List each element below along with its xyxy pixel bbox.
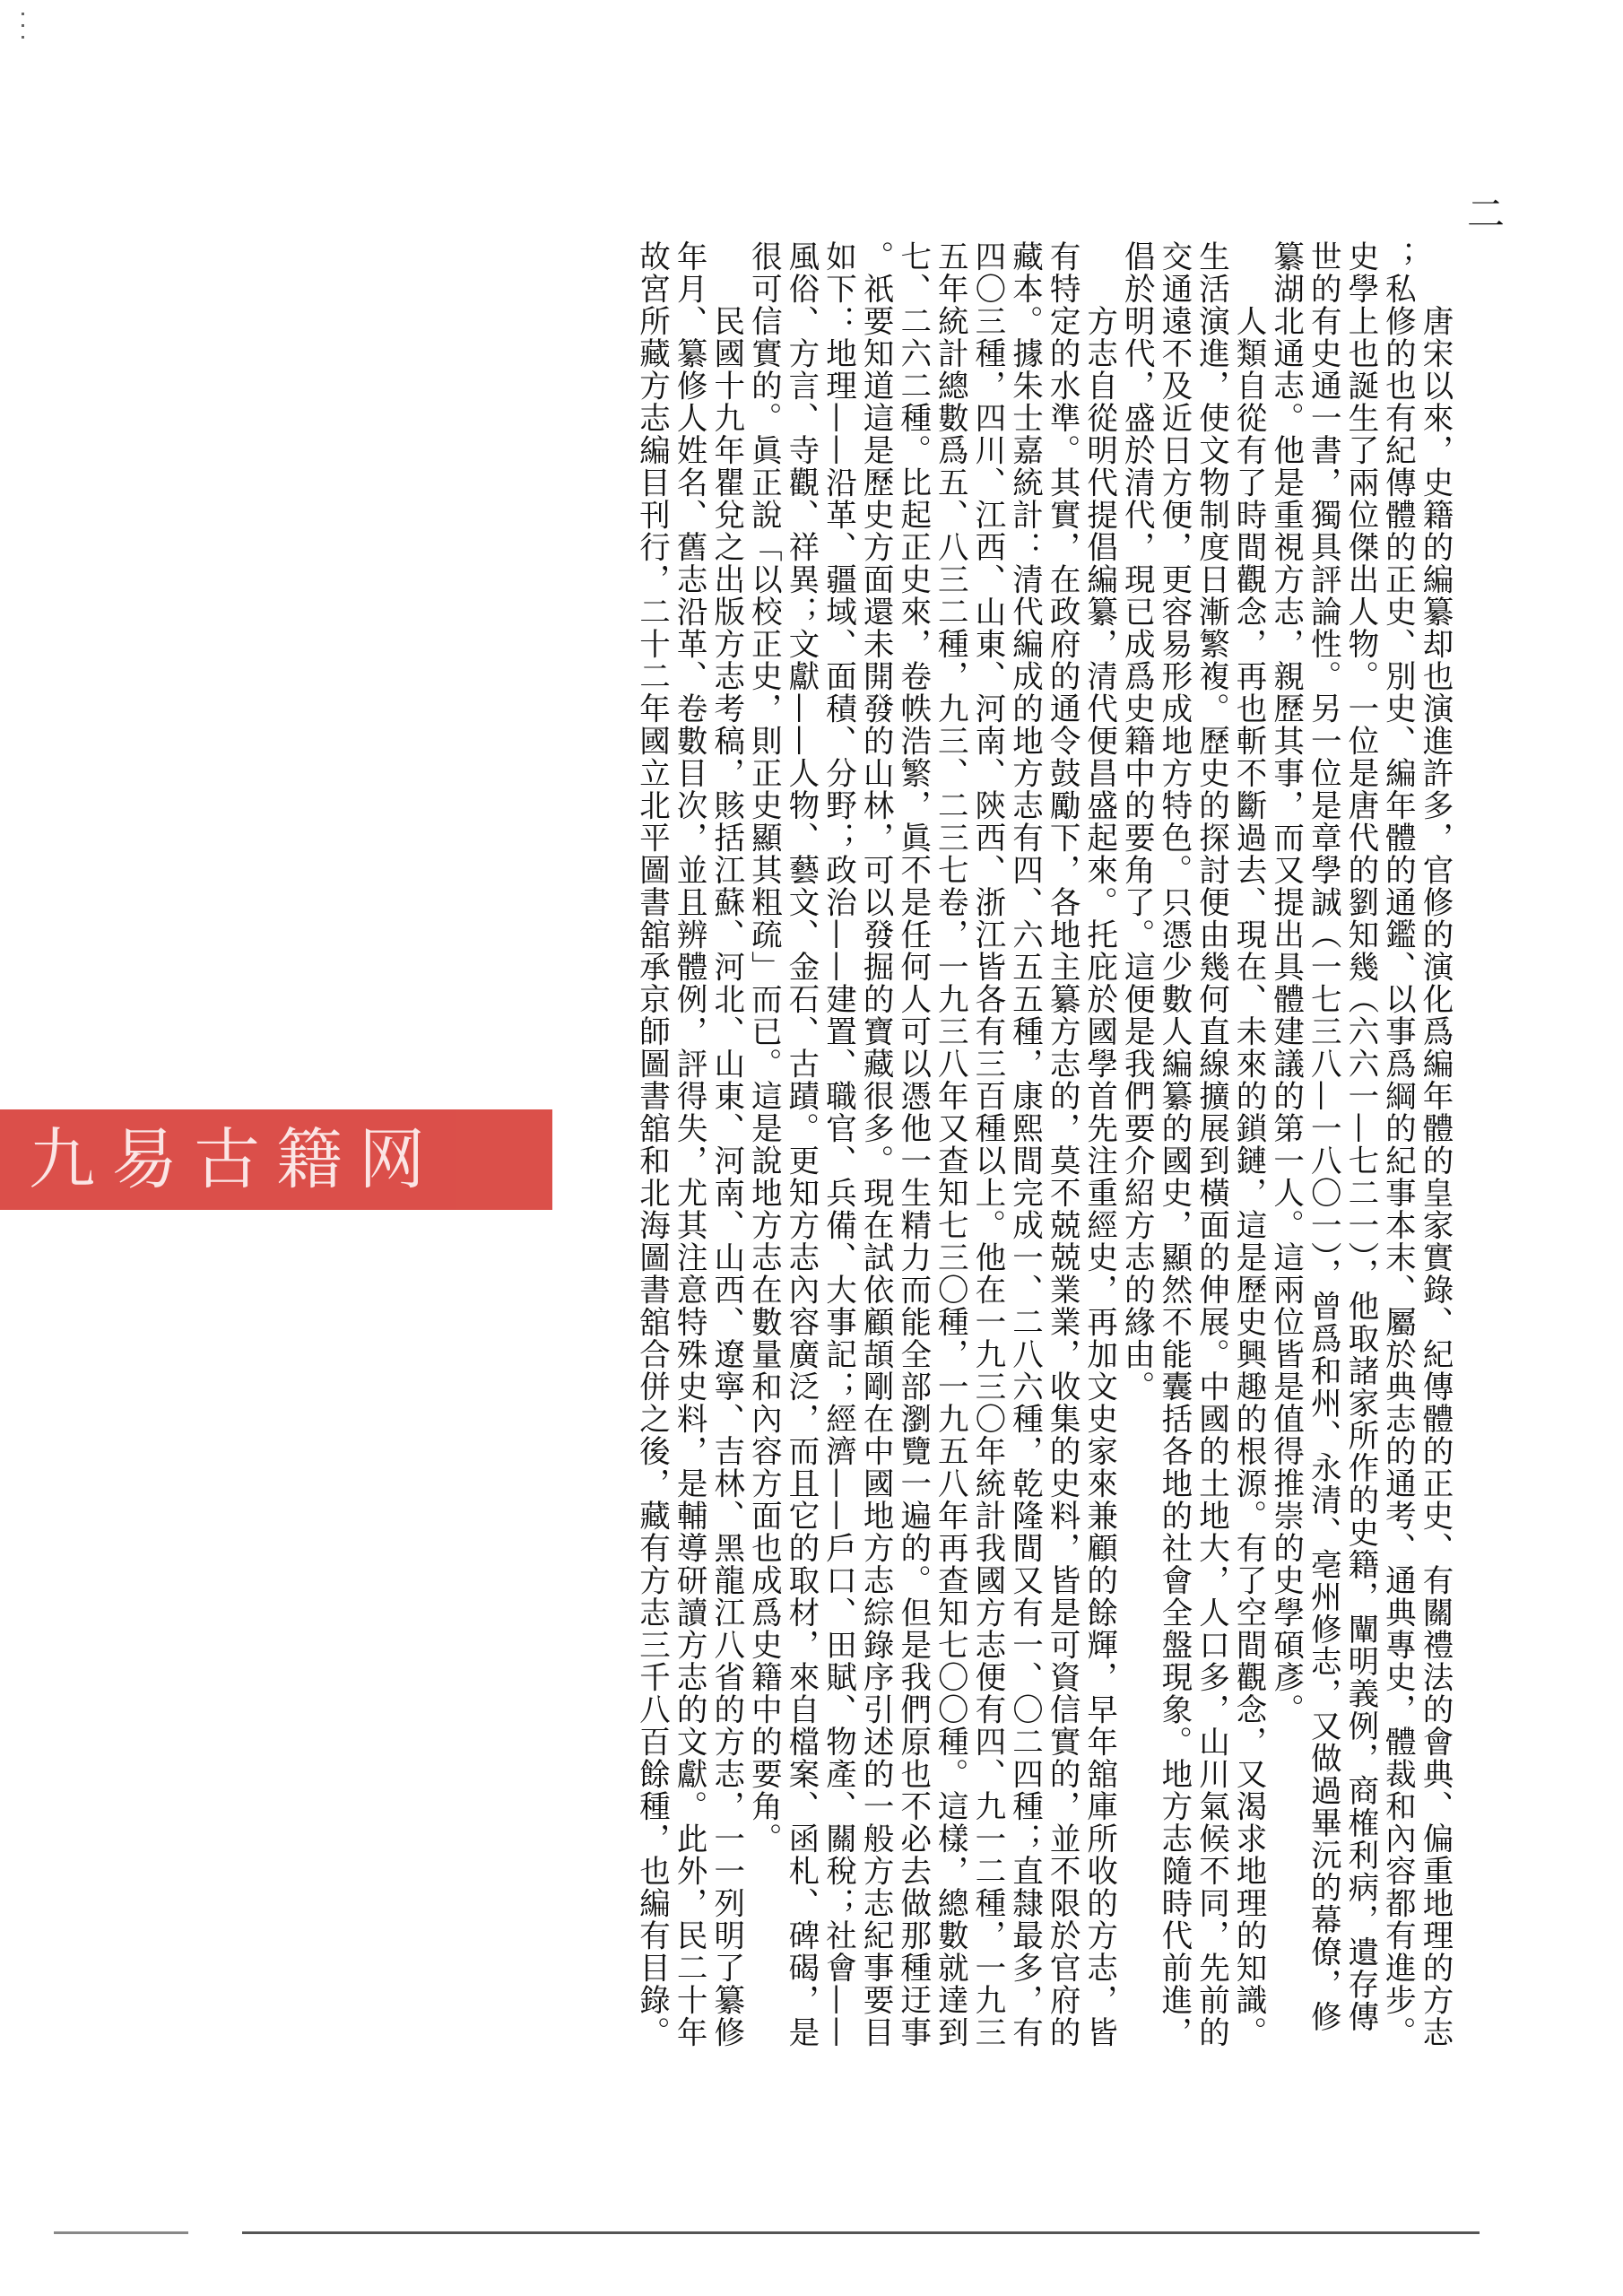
text-line: 四〇三種，四川、江西、山東、河南、陝西、浙江皆各有三百種以上。他在一九三〇年統計我國方志便有四、九一二種，一九三: [968, 240, 1005, 2048]
text-line: 七、二六二種。比起正史來，卷帙浩繁，眞不是任何人可以憑他一生精力而能全部瀏覽一遍的。但是我們原也不必去做那種迂事: [894, 240, 931, 2048]
text-line: 如下：地理——沿革、疆域、面積、分野；政治——建置、職官、兵備、大事記；經濟——戶口、田賦、物產、關稅；社會——: [820, 240, 856, 2048]
text-line: 纂湖北通志。他是重視方志，親歷其事，而又提出具體建議的第一人。這兩位皆是值得推崇的史學碩彥。: [1267, 240, 1304, 1726]
text-line: 年月、纂修人姓名、舊志沿革、卷數目次，並且辨體例，評得失，尤其注意特殊史料，是輔導研讀方志的文獻。此外，民二十年: [671, 240, 707, 2048]
text-line: 倡於明代，盛於清代，現已成爲史籍中的要角了。這便是我們要介紹方志的緣由。: [1118, 240, 1155, 1403]
text-line: 民國十九年瞿兌之出版方志考稿，賅括江蘇、河北、山東、河南、山西、遼寧、吉林、黑龍江八省的方志，一一列明了纂修: [707, 240, 744, 2048]
scan-specks: [22, 13, 29, 48]
footer-rule: [242, 2231, 1480, 2234]
page-number: 二: [1467, 192, 1506, 236]
text-line: 五年統計總數爲五、八三二種，九三、二三七卷，一九三八年又查知七三〇種，一九五八年再查知七〇〇種。這樣，總數就達到: [932, 240, 968, 2048]
text-line: 世的有史通一書，獨具評論性。另一位是章學誠（一七三八—一八〇一），曾爲和州、永清、亳州修志，又做過畢沅的幕僚，修: [1305, 240, 1341, 2033]
text-line: 風俗、方言、寺觀、祥異；文獻——人物、藝文、金石、古蹟。更知方志內容廣泛，而且它的取材，來自檔案、函札、碑碣，是: [782, 240, 819, 2048]
text-line: 人類自從有了時間觀念，再也斬不斷過去、現在、未來的鎖鏈，這是歷史興趣的根源。有了空間觀念，又渴求地理的知識。: [1230, 240, 1267, 2048]
text-line: 唐宋以來，史籍的編纂却也演進許多，官修的演化爲編年體的皇家實錄、紀傳體的正史、有關禮法的會典、偏重地理的方志: [1417, 240, 1453, 2048]
text-line: 故宮所藏方志編目刊行，二十二年國立北平圖書舘承京師圖書舘和北海圖書舘合併之後，藏有方志三千八百餘種，也編有目錄。: [633, 240, 670, 2048]
text-line: 很可信實的。眞正說「以校正史，則正史顯其粗疏」而已。這是說地方志在數量和內容方面也成爲史籍中的要角。: [745, 240, 782, 1855]
text-line: 。祇要知道這是歷史方面還未開發的山林，可以發掘的寶藏很多。現在試依顧頡剛在中國地方志綜錄序引述的一般方志紀事要目: [857, 240, 894, 2048]
text-line: 生活演進，使文物制度日漸繁複。歷史的探討便由幾何直線擴展到橫面的伸展。中國的土地大，人口多，山川氣候不同，先前的: [1193, 240, 1229, 2048]
text-line: ；私修的也有紀傳體的正史、別史、編年體的通鑑、以事爲綱的紀事本末、屬於典志的通考、通典專史，體裁和內容都有進步。: [1379, 240, 1416, 2048]
text-line: 史學上也誕生了兩位傑出人物。一位是唐代的劉知幾（六六一—七二一），他取諸家所作的史籍，闡明義例，商榷利病，遺存傳: [1341, 240, 1378, 2033]
footer-rule-left: [54, 2231, 188, 2234]
text-line: 有特定的水準。其實，在政府的通令鼓勵下，各地主纂方志的，莫不兢兢業業，收集的史料，皆是可資信實的，並不限於官府的: [1044, 240, 1081, 2048]
text-line: 藏本。據朱士嘉統計：清代編成的地方志有四、六五五種，康熙間完成一、二八六種，乾隆間又有一、〇二四種；直隸最多，有: [1006, 240, 1043, 2048]
text-line: 交通遠不及近日方便，更容易形成地方特色。只憑少數人編纂的國史，顯然不能囊括各地的社會全盤現象。地方志隨時代前進，: [1155, 240, 1192, 2048]
watermark-banner: 九易古籍网: [0, 1109, 552, 1210]
text-line: 方志自從明代提倡編纂，清代便昌盛起來。托庇於國學首先注重經史，再加文史家來兼顧的餘輝，早年舘庫所收的方志，皆: [1081, 240, 1117, 2048]
